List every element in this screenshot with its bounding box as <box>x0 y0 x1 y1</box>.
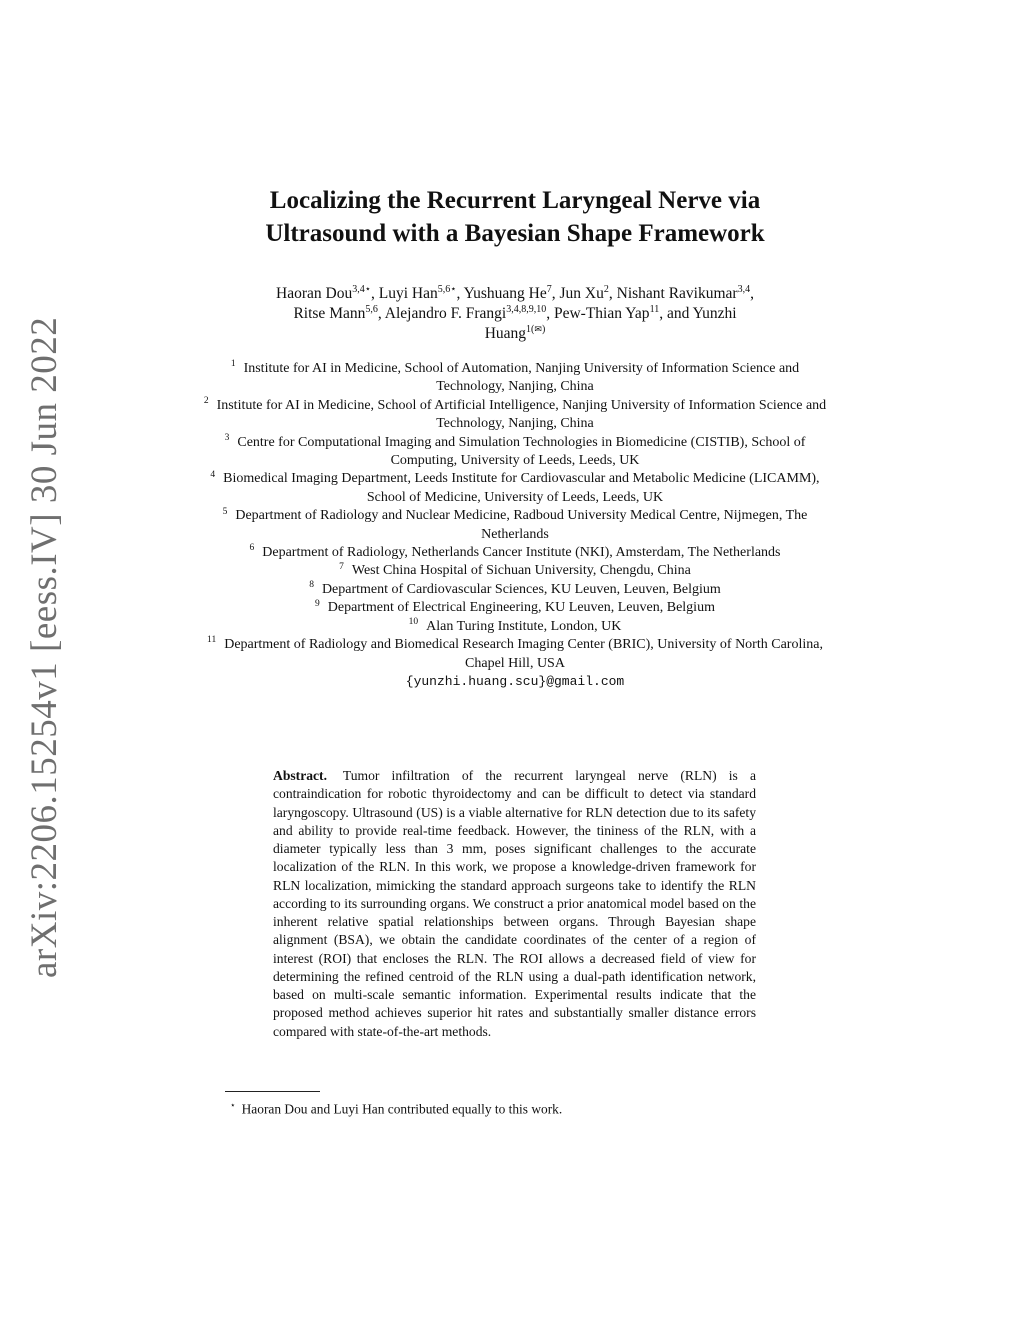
abstract-heading: Abstract. <box>273 768 327 783</box>
author-name: Pew-Thian Yap <box>553 305 650 322</box>
affiliation-item <box>200 434 830 471</box>
author-name: Jun Xu <box>559 285 604 302</box>
affiliation-item <box>200 581 830 599</box>
paper-title <box>180 184 850 250</box>
affiliation-number: 6 <box>249 543 255 554</box>
affiliation-text: Department of Radiology and Biomedical Research Imaging Center (BRIC), University of North Carolina, Chapel Hill, USA <box>224 637 823 671</box>
author-name-prefix: and Yunzhi <box>666 305 737 322</box>
affiliation-item <box>200 599 830 617</box>
footnote <box>230 1096 830 1118</box>
affiliation-item <box>200 507 830 544</box>
abstract-body: Tumor infiltration of the recurrent laryngeal nerve (RLN) is a contraindication for robotic thyroidectomy and can be difficult to detect via standard laryngoscopy. Ultrasound (US) is a viable alternative for RLN detection due to its safety and ability to provide real-time feedback. However, the tininess of the RLN, with a diameter typically less than 3 mm, poses significant challenges to the accurate localization of the RLN. In this work, we propose a knowledge-driven framework for RLN localization, mimicking the standard approach surgeons take to identify the RLN according to its surrounding organs. We construct a prior anatomical model based on the inherent relative spatial relationships between organs. Through Bayesian shape alignment (BSA), we obtain the candidate coordinates of the center of a region of interest (ROI) that encloses the RLN. The ROI allows a decreased field of view for determining the refined centroid of the RLN using a dual-path identification network, based on multi-scale semantic information. Experimental results indicate that the proposed method achieves superior hit rates and substantially smaller distance errors compared with state-of-the-art methods. <box>273 768 756 1039</box>
affiliation-text: Institute for AI in Medicine, School of Automation, Nanjing University of Information Science and Technology, Nanjing, China <box>243 361 800 395</box>
affiliation-number: 7 <box>339 561 344 572</box>
affiliation-number: 1 <box>230 359 236 370</box>
author-name: Haoran Dou <box>276 285 353 302</box>
affiliation-number: 4 <box>210 469 216 480</box>
affiliation-item <box>200 397 830 434</box>
title-line-1: Localizing the Recurrent Laryngeal Nerve via <box>269 187 761 214</box>
affiliation-text: Department of Radiology and Nuclear Medicine, Radboud University Medical Centre, Nijmegen, The Netherlands <box>235 508 808 542</box>
affiliation-item <box>200 636 830 673</box>
author-affiliation-mark: 1(✉) <box>526 323 546 335</box>
affiliation-number: 8 <box>309 580 314 591</box>
affiliation-number: 10 <box>408 617 419 628</box>
affiliation-number: 9 <box>315 598 320 609</box>
footnote-mark: ⋆ <box>230 1100 236 1110</box>
affiliation-text: Department of Radiology, Netherlands Cancer Institute (NKI), Amsterdam, The Netherlands <box>262 545 781 561</box>
author-affiliation-mark: 7 <box>546 283 552 295</box>
affiliation-item <box>200 562 830 580</box>
envelope-icon: ✉ <box>534 324 542 335</box>
affiliation-text: Biomedical Imaging Department, Leeds Institute for Cardiovascular and Metabolic Medicine (LICAMM), School of Medicine, University of Leeds, Leeds, UK <box>223 471 820 505</box>
contact-email[interactable]: {yunzhi.huang.scu}@gmail.com <box>405 673 625 689</box>
author-affiliation-mark: 11 <box>649 303 660 315</box>
affiliation-number: 3 <box>224 432 230 443</box>
affiliation-number: 5 <box>222 506 228 517</box>
author-name: Yushuang He <box>463 285 547 302</box>
footnote-divider <box>225 1091 320 1092</box>
affiliation-item <box>200 618 830 636</box>
affiliation-item <box>200 360 830 397</box>
title-line-2: Ultrasound with a Bayesian Shape Framework <box>265 220 765 247</box>
abstract <box>273 767 756 1041</box>
footnote-text: Haoran Dou and Luyi Han contributed equally to this work. <box>241 1101 563 1117</box>
affiliation-text: Alan Turing Institute, London, UK <box>426 618 622 634</box>
arxiv-identifier-stamp: arXiv:2206.15254v1 [eess.IV] 30 Jun 2022 <box>24 316 65 978</box>
affiliation-number: 11 <box>207 635 217 646</box>
author-name: Luyi Han <box>378 285 438 302</box>
affiliation-number: 2 <box>203 396 209 407</box>
author-affiliation-mark: 3,4,8,9,10 <box>506 303 547 315</box>
affiliation-text: Centre for Computational Imaging and Simulation Technologies in Biomedicine (CISTIB), School of Computing, University of Leeds, Leeds, UK <box>237 434 806 469</box>
author-name: Ritse Mann <box>293 305 366 322</box>
affiliation-item <box>200 470 830 507</box>
affiliation-text: West China Hospital of Sichuan University, Chengdu, China <box>351 563 691 579</box>
affiliation-item <box>200 544 830 562</box>
affiliation-list <box>200 360 830 691</box>
author-affiliation-mark: 3,4⋆ <box>352 283 371 295</box>
author-affiliation-mark: 5,6⋆ <box>437 283 457 295</box>
author-list: Haoran Dou$^{3,4⋆}$, Luyi Han$^{5,6⋆}$, Yushuang He$^7$, Jun Xu$^2$, Nishant Ravikumar$^{3,4}$, Ritse Mann$^{5,6}$, Alejandro F. Frangi$^{3,4,8,9,10}$, Pew-Thian Yap$^{11}$, and Yunzhi Huang$^{1(✉)}$ <box>276 283 754 342</box>
author-affiliation-mark: 3,4 <box>737 283 751 295</box>
author-name: Huang <box>484 325 527 342</box>
affiliation-text: Department of Electrical Engineering, KU Leuven, Leuven, Belgium <box>327 600 715 616</box>
author-name: Nishant Ravikumar <box>616 285 738 302</box>
affiliation-text: Institute for AI in Medicine, School of Artificial Intelligence, Nanjing University of Information Science and Technology, Nanjing, China <box>216 397 827 432</box>
affiliation-text: Department of Cardiovascular Sciences, KU Leuven, Leuven, Belgium <box>321 581 721 597</box>
author-name: Alejandro F. Frangi <box>384 305 507 322</box>
author-affiliation-mark: 2 <box>603 283 609 295</box>
author-affiliation-mark: 5,6 <box>365 303 378 315</box>
